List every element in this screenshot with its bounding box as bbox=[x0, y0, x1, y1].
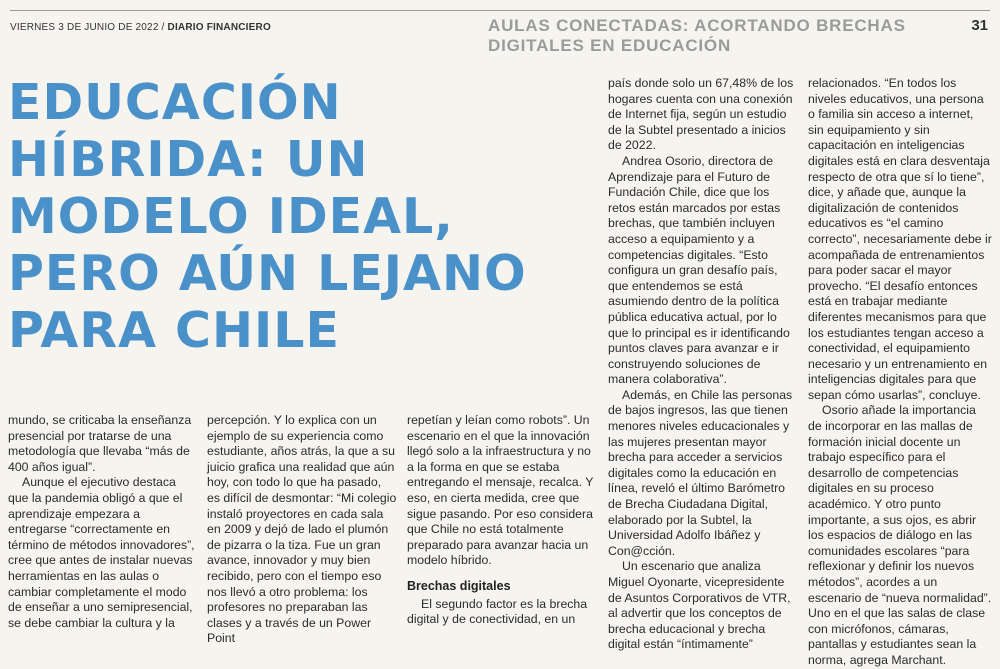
paragraph: El segundo factor es la brecha digital y de conectividad, en un bbox=[407, 596, 588, 627]
headline-line: PARA CHILE bbox=[8, 302, 340, 359]
date-text: VIERNES 3 DE JUNIO DE 2022 / bbox=[10, 22, 165, 33]
headline-line: PERO AÚN LEJANO bbox=[8, 245, 527, 302]
article-column-3 bbox=[407, 413, 597, 628]
subheading: Brechas digitales bbox=[407, 578, 511, 593]
paragraph: Aunque el ejecutivo destaca que la pandemia obligó a que el aprendizaje empezara a entregarse “correctamente en término de métodos innovadores”, cree que antes de instalar nuevas herramientas en las aulas o cambiar completamente el modo de enseñar a uno semipresencial, se debe cambiar la cultura y la bbox=[8, 475, 195, 630]
article-column-5 bbox=[808, 76, 992, 669]
paragraph: Además, en Chile las personas de bajos ingresos, las que tienen menores niveles educacionales y las mujeres presentan mayor brecha para acceder a servicios digitales como la educación en línea, reveló el último Barómetro de Brecha Ciudadana Digital, elaborado por la Subtel, la Universidad Adolfo Ibáñez y Con@cción. bbox=[608, 387, 793, 558]
header-rule bbox=[10, 10, 990, 11]
headline-line: EDUCACIÓN bbox=[8, 74, 342, 131]
paragraph: Andrea Osorio, directora de Aprendizaje para el Futuro de Fundación Chile, dice que los retos están marcados por estas brechas, que también incluyen acceso a equipamiento y a competencias digitales. “Esto configura un gran desafío país, que entendemos se está asumiendo dentro de la política pública educativa actual, por lo que lo principal es ir identificando puntos claves para avanzar e ir construyendo soluciones de manera colaborativa”. bbox=[608, 153, 790, 387]
article-column-2 bbox=[207, 413, 397, 647]
issue-date bbox=[10, 22, 271, 33]
article-column-4 bbox=[608, 76, 794, 653]
section-title: AULAS CONECTADAS: ACORTANDO BRECHAS DIGITALES EN EDUCACIÓN bbox=[488, 16, 906, 55]
paragraph: repetían y leían como robots”. Un escenario en el que la innovación llegó solo a la infraestructura y no a la forma en que se estaba entregando el mensaje, recalca. Y eso, en cierta medida, cree que sigue pasando. Por eso considera que Chile no está totalmente preparado para avanzar hacia un modelo híbrido. bbox=[407, 413, 594, 568]
paragraph: país donde solo un 67,48% de los hogares cuenta con una conexión de Internet fija, según un estudio de la Subtel presentado a inicios de 2022. bbox=[608, 76, 794, 153]
paragraph: relacionados. “En todos los niveles educativos, una persona o familia sin acceso a internet, sin equipamiento y sin capacitación en inteligencias digitales está en clara desventaja respecto de otra que sí lo tiene”, dice, y añade que, aunque la digitalización de contenidos educativos es “el camino correcto”, necesariamente debe ir acompañada de entrenamientos para poder sacar el mayor provecho. “El desafío entonces está en trabajar mediante diferentes mecanismos para que los estudiantes tengan acceso a conectividad, el equipamiento necesario y un entrenamiento en inteligencias digitales para que sepan cómo usarlas”, concluye. bbox=[808, 76, 992, 402]
headline-line: MODELO IDEAL, bbox=[8, 188, 454, 245]
paragraph: percepción. Y lo explica con un ejemplo de su experiencia como estudiante, años atrás, la que a su juicio grafica una realidad que aún hoy, con todo lo que ha pasado, es difícil de desmontar: “Mi colegio instaló proyectores en cada sala en 2009 y dejó de lado el plumón de pizarra o la tiza. Fue un gran avance, innovador y muy bien recibido, pero con el tiempo eso nos llevó a otro problema: los profesores no preparaban las clases y a través de un Power Point bbox=[207, 413, 397, 646]
page-number: 31 bbox=[971, 17, 988, 34]
article-column-1 bbox=[8, 413, 196, 631]
paragraph: mundo, se criticaba la enseñanza presencial por tratarse de una metodología que llevaba “más de 400 años igual”. bbox=[8, 413, 192, 474]
headline bbox=[8, 74, 598, 359]
page-header bbox=[0, 0, 1000, 55]
headline-line: HÍBRIDA: UN bbox=[8, 131, 369, 188]
publication-name: DIARIO FINANCIERO bbox=[167, 22, 271, 33]
paragraph: Un escenario que analiza Miguel Oyonarte, vicepresidente de Asuntos Corporativos de VTR, al advertir que los conceptos de brecha educacional y brecha digital están “íntimamente” bbox=[608, 559, 791, 652]
paragraph: Osorio añade la importancia de incorporar en las mallas de formación inicial docente un trabajo específico para el desarrollo de competencias digitales en su proceso académico. Y otro punto importante, a sus ojos, es abrir los espacios de diálogo en las comunidades escolares “para reflexionar y definir los nuevos métodos”, acordes a un escenario de “nueva normalidad”. Uno en el que las salas de clase con micrófonos, cámaras, pantallas y estudiantes sean la norma, agrega Marchant. bbox=[808, 403, 992, 667]
